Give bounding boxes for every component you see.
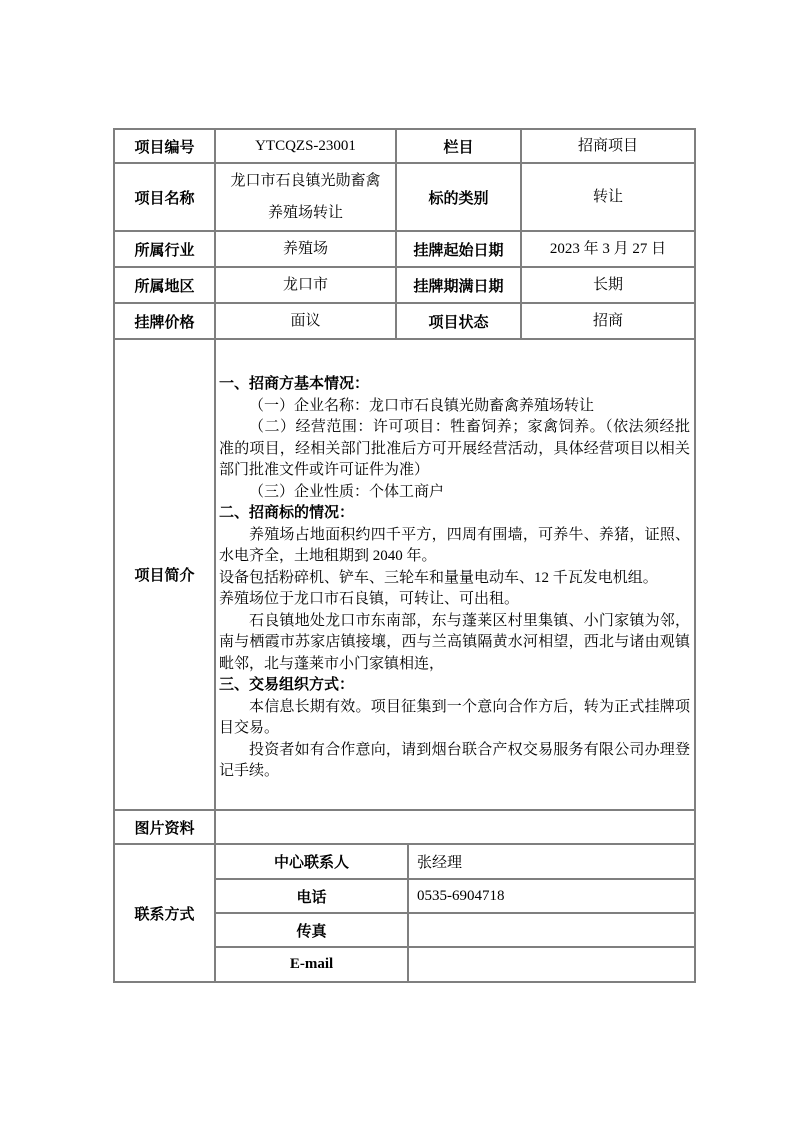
info-table-row: [114, 303, 695, 339]
field-value: YTCQZS-23001: [215, 129, 396, 163]
contact-field-value: 0535-6904718: [408, 879, 695, 913]
field-label: 标的类别: [396, 163, 521, 231]
contact-field-value: [408, 913, 695, 947]
section-heading: 一、招商方基本情况：: [219, 376, 370, 392]
contact-field-label: 中心联系人: [215, 844, 408, 879]
info-table-row: [114, 267, 695, 303]
description-paragraph: （三）企业性质：个体工商户: [249, 483, 445, 500]
info-table-row: [114, 163, 695, 231]
images-empty-cell: [215, 810, 695, 844]
images-section-label: 图片资料: [114, 810, 215, 844]
contact-section: [114, 844, 695, 982]
field-label: 挂牌价格: [114, 303, 215, 339]
field-value: 龙口市石良镇光勋畜禽养殖场转让: [215, 163, 396, 231]
info-table-row: [114, 129, 695, 163]
field-value: 龙口市: [215, 267, 396, 303]
table-row: [114, 810, 695, 844]
info-table-row: [114, 231, 695, 267]
field-value: 招商项目: [521, 129, 695, 163]
contact-row: [114, 844, 695, 879]
field-value: 2023 年 3 月 27 日: [521, 231, 695, 267]
contact-field-value: 张经理: [408, 844, 695, 879]
project-info-table: [113, 128, 696, 983]
field-label: 栏目: [396, 129, 521, 163]
field-label: 项目状态: [396, 303, 521, 339]
field-value: 养殖场: [215, 231, 396, 267]
field-label: 项目编号: [114, 129, 215, 163]
description-paragraph: 石良镇地处龙口市东南部，东与蓬莱区村里集镇、小门家镇为邻，南与栖霞市苏家店镇接壤，西与兰高镇隔黄水河相望，西北与诸由观镇毗邻，北与蓬莱市小门家镇相连，: [219, 612, 691, 672]
contact-field-label: 传真: [215, 913, 408, 947]
field-label: 所属行业: [114, 231, 215, 267]
section-heading: 二、招商标的情况：: [219, 505, 355, 521]
contact-field-label: 电话: [215, 879, 408, 913]
description-section: [114, 339, 695, 844]
field-value: 长期: [521, 267, 695, 303]
field-value: 转让: [521, 163, 695, 231]
field-label: 项目名称: [114, 163, 215, 231]
description-paragraph: 投资者如有合作意向，请到烟台联合产权交易服务有限公司办理登记手续。: [219, 741, 691, 779]
description-paragraph: 本信息长期有效。项目征集到一个意向合作方后，转为正式挂牌项目交易。: [219, 698, 691, 736]
description-paragraph: 养殖场位于龙口市石良镇，可转让、可出租。: [219, 591, 520, 607]
field-value: 面议: [215, 303, 396, 339]
description-cell: [215, 339, 695, 810]
description-paragraph: 设备包括粉碎机、铲车、三轮车和量量电动车、12 千瓦发电机组。: [219, 569, 658, 586]
description-text-block: [219, 374, 690, 783]
description-paragraph: （二）经营范围：许可项目：牲畜饲养；家禽饲养。（依法须经批准的项目，经相关部门批准后方可开展经营活动，具体经营项目以相关部门批准文件或许可证件为准）: [219, 419, 691, 478]
section-heading: 三、交易组织方式：: [219, 677, 355, 693]
field-label: 挂牌起始日期: [396, 231, 521, 267]
field-label: 所属地区: [114, 267, 215, 303]
contact-field-label: E-mail: [215, 947, 408, 982]
field-value: 招商: [521, 303, 695, 339]
table-row: [114, 339, 695, 810]
info-rows-section: [114, 129, 695, 339]
contact-field-value: [408, 947, 695, 982]
contact-section-label: 联系方式: [114, 844, 215, 982]
description-paragraph: 养殖场占地面积约四千平方，四周有围墙，可养牛、养猪，证照、水电齐全，土地租期到 2040 年。: [219, 526, 691, 564]
description-section-label: 项目简介: [114, 339, 215, 810]
description-paragraph: （一）企业名称：龙口市石良镇光勋畜禽养殖场转让: [249, 397, 595, 414]
field-label: 挂牌期满日期: [396, 267, 521, 303]
